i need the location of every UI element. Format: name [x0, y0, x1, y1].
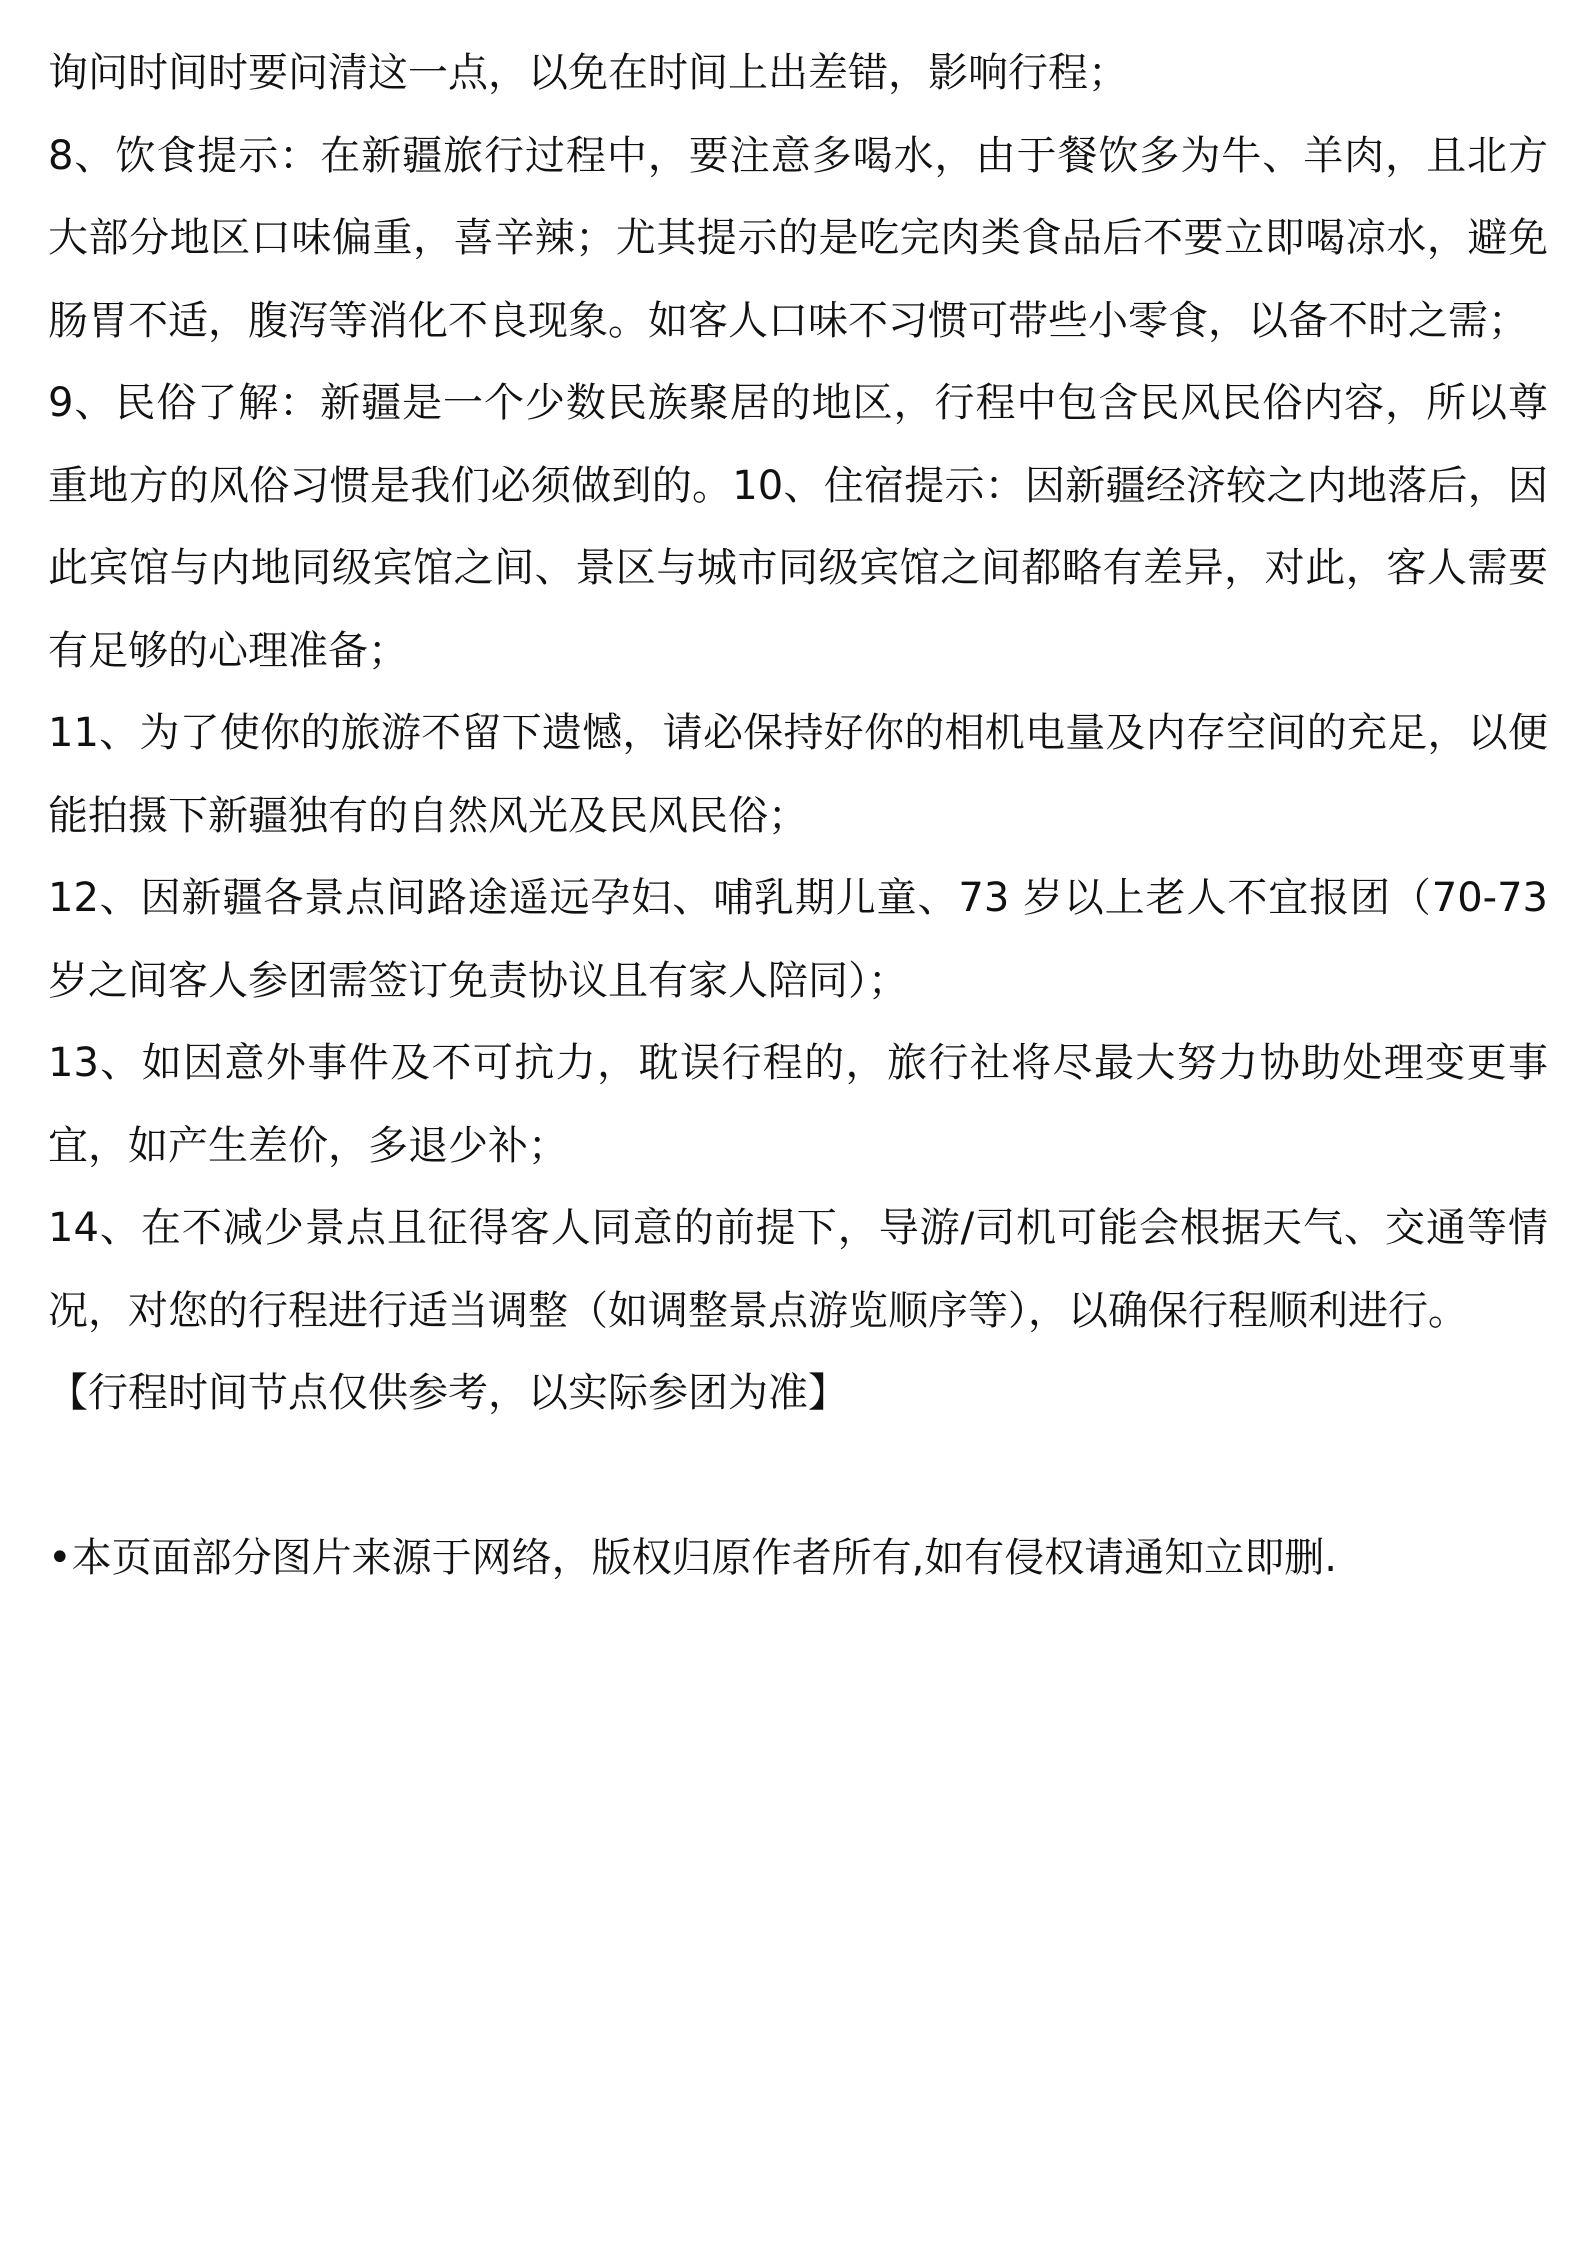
paragraph-itinerary-adjustment: 14、在不减少景点且征得客人同意的前提下，导游/司机可能会根据天气、交通等情况，对您的行程进行适当调整（如调整景点游览顺序等），以确保行程顺利进行。	[48, 1205, 1548, 1334]
document-page	[48, 32, 1548, 1600]
paragraph-diet-tips: 8、饮食提示：在新疆旅行过程中，要注意多喝水，由于餐饮多为牛、羊肉，且北方大部分地区口味偏重，喜辛辣；尤其提示的是吃完肉类食品后不要立即喝凉水，避免肠胃不适，腹泻等消化不良现象。如客人口味不习惯可带些小零食，以备不时之需；	[48, 132, 1548, 344]
copyright-notice: •本页面部分图片来源于网络，版权归原作者所有,如有侵权请通知立即删.	[48, 1535, 1338, 1581]
schedule-note: 【行程时间节点仅供参考，以实际参团为准】	[48, 1370, 848, 1416]
paragraph-force-majeure: 13、如因意外事件及不可抗力，耽误行程的，旅行社将尽最大努力协助处理变更事宜，如产生差价，多退少补；	[48, 1040, 1548, 1169]
paragraph-customs-accommodation: 9、民俗了解：新疆是一个少数民族聚居的地区，行程中包含民风民俗内容，所以尊重地方的风俗习惯是我们必须做到的。10、住宿提示：因新疆经济较之内地落后，因此宾馆与内地同级宾馆之间、景区与城市同级宾馆之间都略有差异，对此，客人需要有足够的心理准备；	[48, 380, 1548, 674]
paragraph-camera-tips: 11、为了使你的旅游不留下遗憾，请必保持好你的相机电量及内存空间的充足，以便能拍摄下新疆独有的自然风光及民风民俗；	[48, 710, 1548, 839]
paragraph-age-restrictions: 12、因新疆各景点间路途遥远孕妇、哺乳期儿童、73 岁以上老人不宜报团（70-73 岁之间客人参团需签订免责协议且有家人陪同）；	[48, 875, 1548, 1004]
blank-line	[48, 1435, 1548, 1518]
paragraph-time-inquiry: 询问时间时要问清这一点，以免在时间上出差错，影响行程；	[48, 50, 1128, 96]
